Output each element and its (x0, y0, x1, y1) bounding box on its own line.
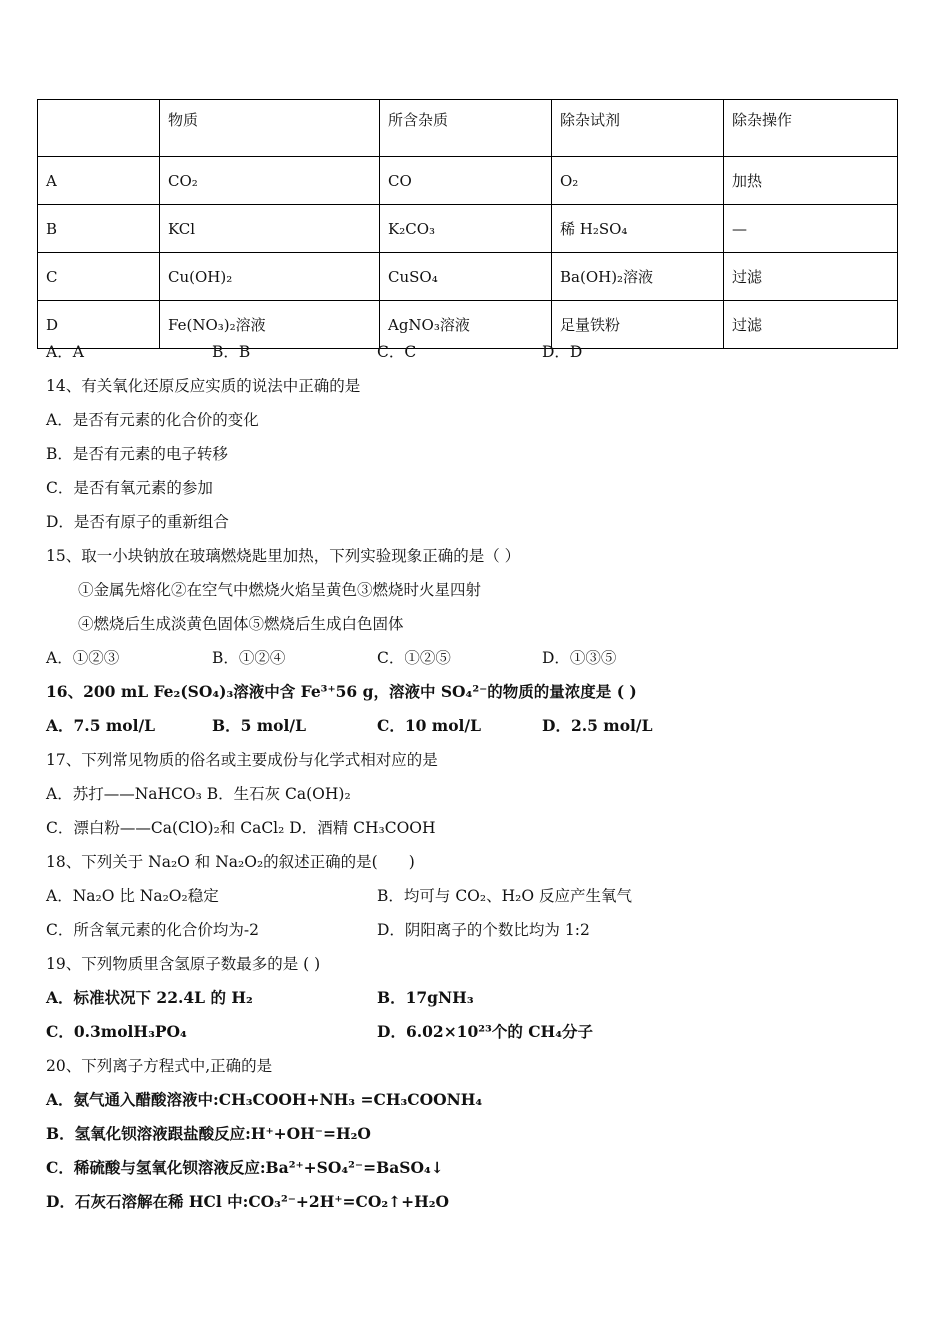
operation-cell: — (724, 205, 898, 253)
impurity-cell: AgNO₃溶液 (380, 301, 552, 349)
q20-stem: 20、下列离子方程式中,正确的是 (46, 1057, 273, 1075)
table-header-row (38, 100, 898, 157)
q16-option-b[interactable]: B．5 mol/L (212, 716, 306, 735)
q16-option-c[interactable]: C．10 mol/L (377, 716, 481, 735)
substance-cell: CO₂ (160, 157, 380, 205)
q17-stem: 17、下列常见物质的俗名或主要成份与化学式相对应的是 (46, 751, 438, 769)
q18-option-c[interactable]: C．所含氧元素的化合价均为-2 (46, 921, 259, 939)
q15-option-b[interactable]: B．①②④ (212, 649, 286, 667)
q13-option-b[interactable]: B．B (212, 343, 251, 361)
q15-option-d[interactable]: D．①③⑤ (542, 649, 617, 667)
q19-option-a[interactable]: A．标准状况下 22.4L 的 H₂ (46, 988, 253, 1007)
table-row (38, 205, 898, 253)
q14-option-d[interactable]: D．是否有原子的重新组合 (46, 513, 229, 531)
table-header-cell: 除杂试剂 (552, 100, 724, 157)
q15-phenomena-line-1: ①金属先熔化②在空气中燃烧火焰呈黄色③燃烧时火星四射 (78, 581, 482, 599)
q18-stem: 18、下列关于 Na₂O 和 Na₂O₂的叙述正确的是( ) (46, 853, 415, 871)
q19-option-d[interactable]: D．6.02×10²³个的 CH₄分子 (377, 1022, 593, 1041)
operation-cell: 加热 (724, 157, 898, 205)
q14-option-a[interactable]: A．是否有元素的化合价的变化 (46, 411, 259, 429)
q18-option-a[interactable]: A．Na₂O 比 Na₂O₂稳定 (46, 887, 219, 905)
q18-option-b[interactable]: B．均可与 CO₂、H₂O 反应产生氧气 (377, 887, 632, 905)
row-label: B (38, 205, 160, 253)
q18-option-d[interactable]: D．阴阳离子的个数比均为 1:2 (377, 921, 590, 939)
q13-option-c[interactable]: C．C (377, 343, 417, 361)
q20-option-c[interactable]: C．稀硫酸与氢氧化钡溶液反应:Ba²⁺+SO₄²⁻=BaSO₄↓ (46, 1158, 444, 1177)
q15-phenomena-line-2: ④燃烧后生成淡黄色固体⑤燃烧后生成白色固体 (78, 615, 404, 633)
impurity-cell: CO (380, 157, 552, 205)
q20-option-b[interactable]: B．氢氧化钡溶液跟盐酸反应:H⁺+OH⁻=H₂O (46, 1124, 371, 1143)
substance-cell: Cu(OH)₂ (160, 253, 380, 301)
reagent-cell: 稀 H₂SO₄ (552, 205, 724, 253)
reagent-cell: 足量铁粉 (552, 301, 724, 349)
reagent-cell: O₂ (552, 157, 724, 205)
impurity-removal-table (37, 99, 898, 349)
q14-option-c[interactable]: C．是否有氧元素的参加 (46, 479, 213, 497)
impurity-cell: CuSO₄ (380, 253, 552, 301)
substance-cell: Fe(NO₃)₂溶液 (160, 301, 380, 349)
table-row (38, 253, 898, 301)
q14-option-b[interactable]: B．是否有元素的电子转移 (46, 445, 228, 463)
operation-cell: 过滤 (724, 301, 898, 349)
q14-stem: 14、有关氧化还原反应实质的说法中正确的是 (46, 377, 361, 395)
q19-option-b[interactable]: B．17gNH₃ (377, 988, 474, 1007)
q15-option-c[interactable]: C．①②⑤ (377, 649, 451, 667)
q16-option-a[interactable]: A．7.5 mol/L (46, 716, 156, 735)
table-header-cell (38, 100, 160, 157)
q16-option-d[interactable]: D．2.5 mol/L (542, 716, 653, 735)
reagent-cell: Ba(OH)₂溶液 (552, 253, 724, 301)
q20-option-a[interactable]: A．氨气通入醋酸溶液中:CH₃COOH+NH₃ =CH₃COONH₄ (46, 1090, 483, 1109)
table-header-cell: 除杂操作 (724, 100, 898, 157)
operation-cell: 过滤 (724, 253, 898, 301)
q15-option-a[interactable]: A．①②③ (46, 649, 120, 667)
table-row (38, 301, 898, 349)
table-header-cell: 物质 (160, 100, 380, 157)
q16-stem: 16、200 mL Fe₂(SO₄)₃溶液中含 Fe³⁺56 g，溶液中 SO₄²⁻的物质的量浓度是 ( ) (46, 682, 637, 701)
row-label: A (38, 157, 160, 205)
row-label: D (38, 301, 160, 349)
q20-option-d[interactable]: D．石灰石溶解在稀 HCl 中:CO₃²⁻+2H⁺=CO₂↑+H₂O (46, 1192, 450, 1211)
table-header-cell: 所含杂质 (380, 100, 552, 157)
q17-options-line-2[interactable]: C．漂白粉——Ca(ClO)₂和 CaCl₂ D．酒精 CH₃COOH (46, 819, 436, 837)
q19-option-c[interactable]: C．0.3molH₃PO₄ (46, 1022, 187, 1041)
row-label: C (38, 253, 160, 301)
q17-options-line-1[interactable]: A．苏打——NaHCO₃ B．生石灰 Ca(OH)₂ (46, 785, 351, 803)
impurity-cell: K₂CO₃ (380, 205, 552, 253)
table-row (38, 157, 898, 205)
q15-stem: 15、取一小块钠放在玻璃燃烧匙里加热，下列实验现象正确的是（ ） (46, 547, 521, 565)
substance-cell: KCl (160, 205, 380, 253)
q13-option-a[interactable]: A．A (46, 343, 84, 361)
q19-stem: 19、下列物质里含氢原子数最多的是 ( ) (46, 955, 321, 973)
q13-option-d[interactable]: D．D (542, 343, 583, 361)
